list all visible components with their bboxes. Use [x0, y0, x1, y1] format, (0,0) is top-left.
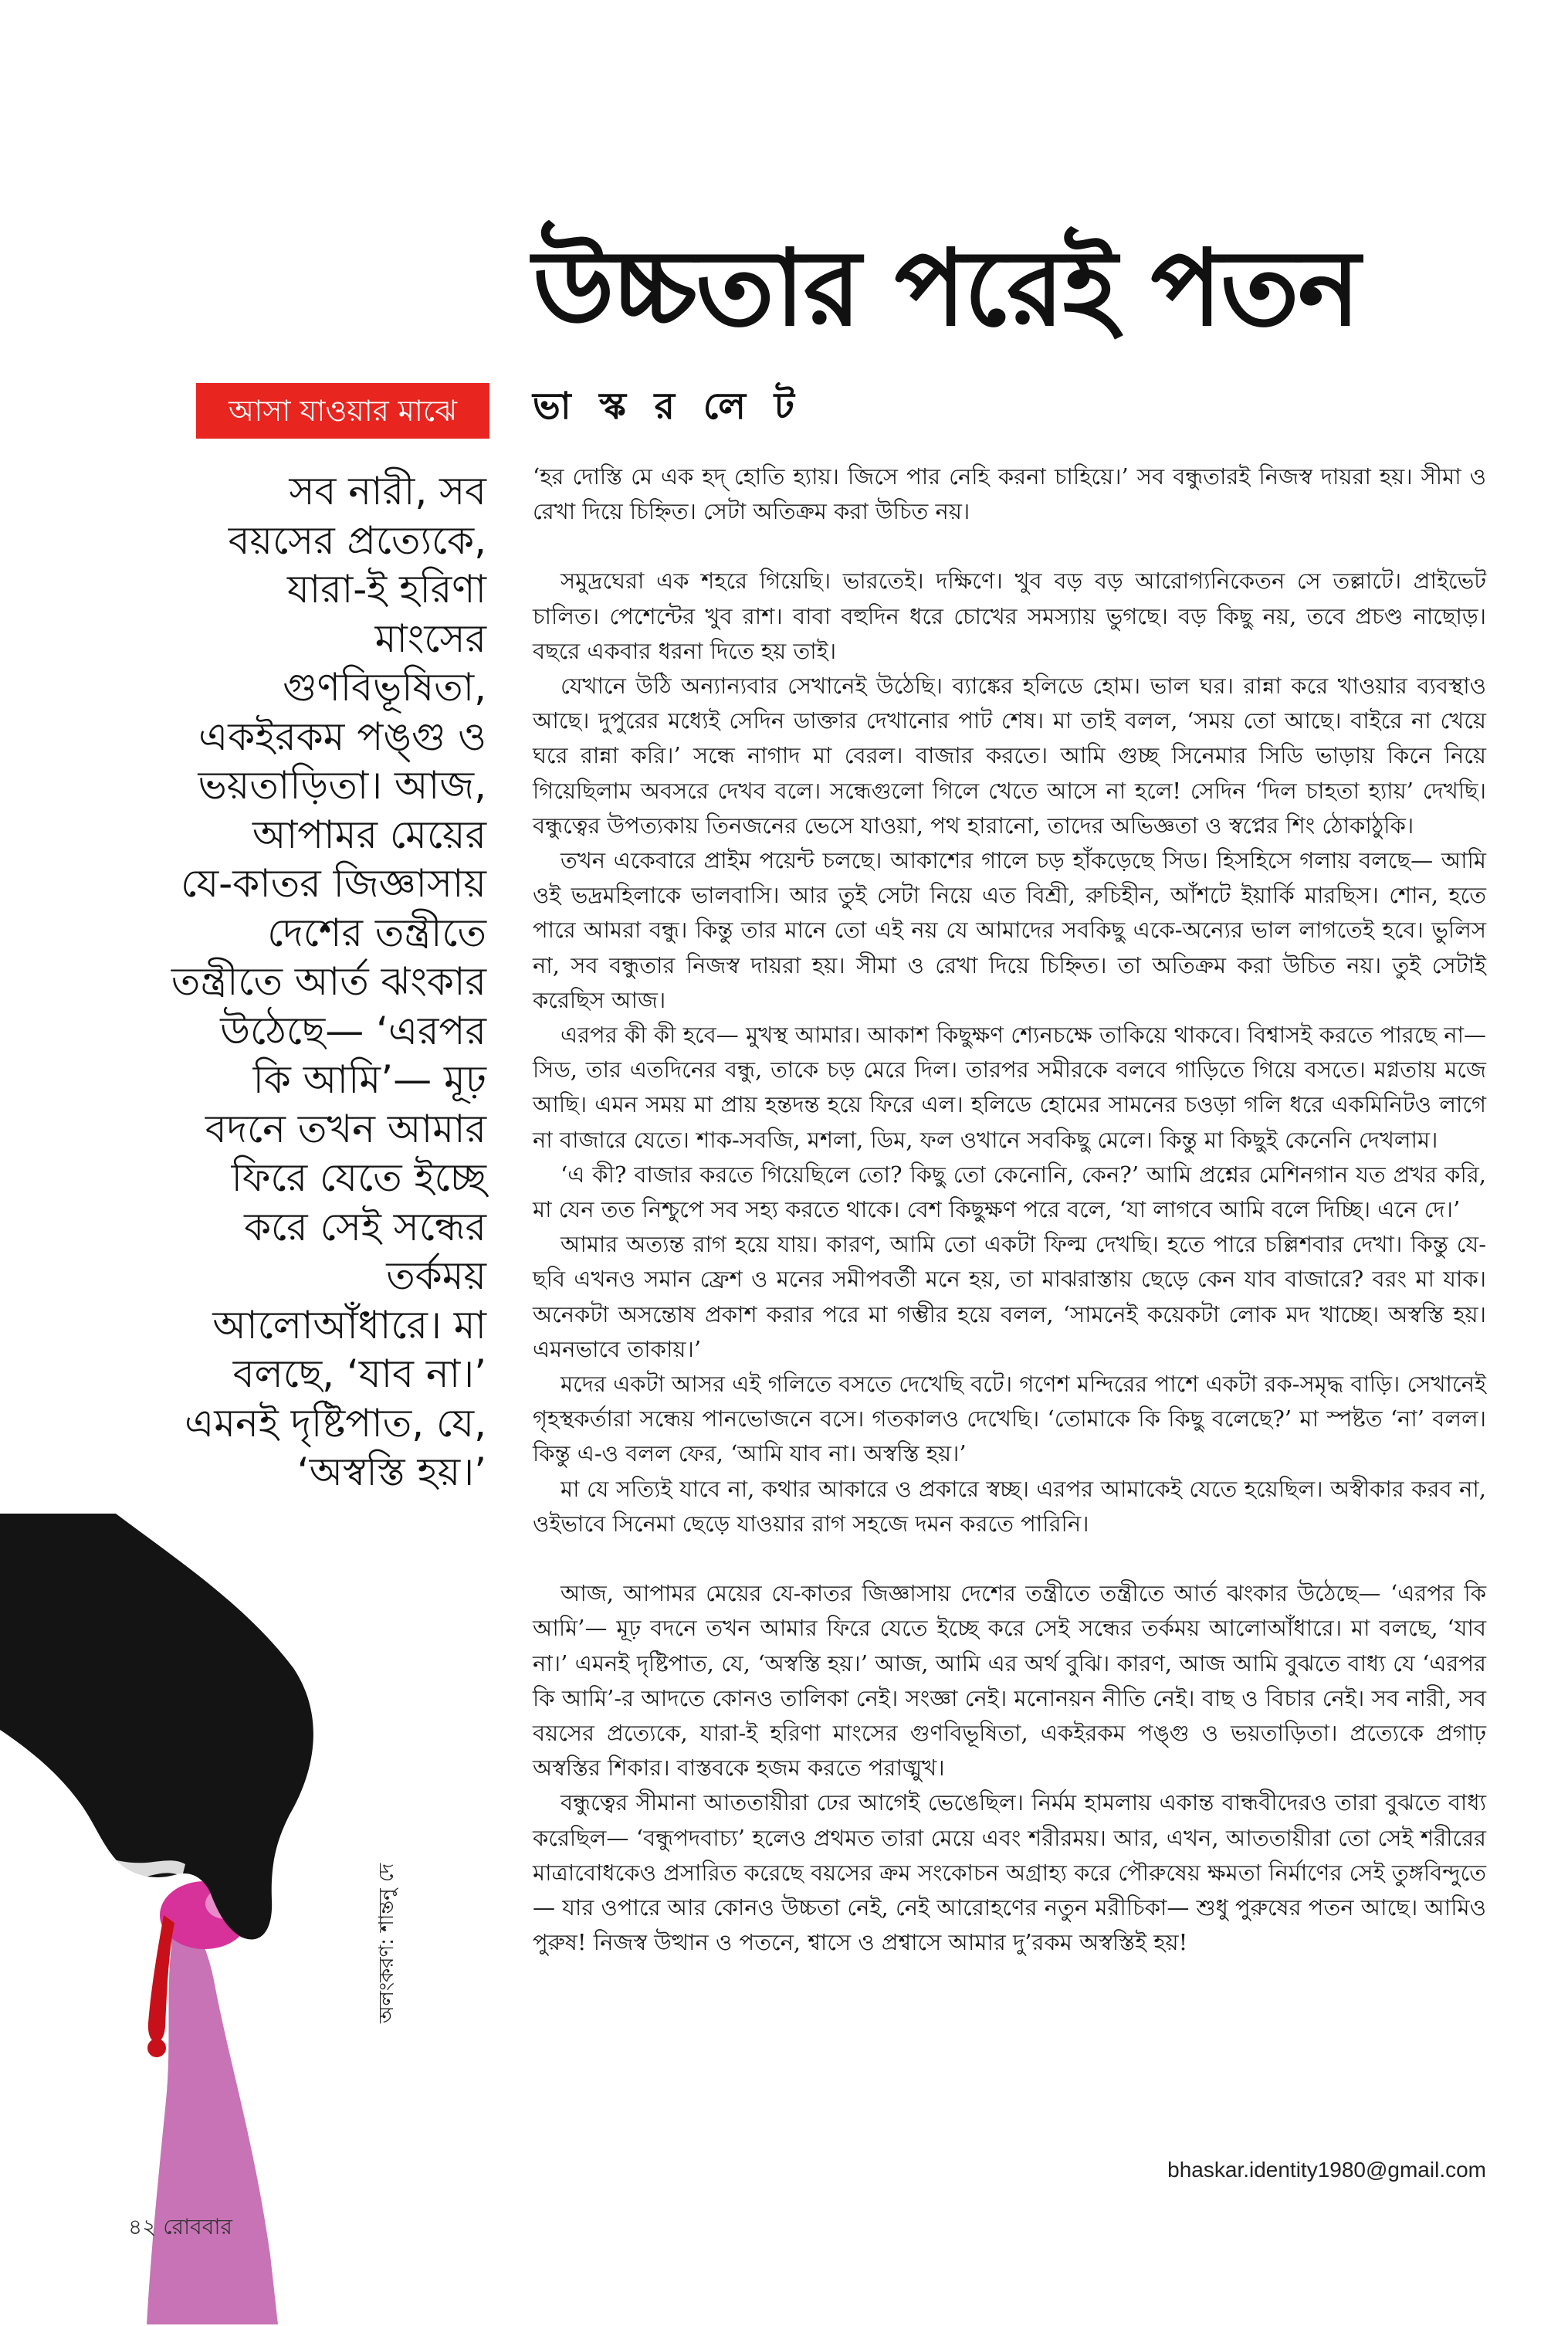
pull-quote-line: তন্ত্রীতে আর্ত ঝংকার	[171, 959, 486, 1004]
body-paragraph: আমার অত্যন্ত রাগ হয়ে যায়। কারণ, আমি তো একটা ফিল্ম দেখছি। হতে পারে চল্লিশবার দেখা। কিন্তু যে-ছবি এখনও সমান ফ্রেশ ও মনের সমীপবর্তী মনে হয়, তা মাঝরাস্তায় ছেড়ে কেন যাব বাজারে? বরং মা যাক। অনেকটা অসন্তোষ প্রকাশ করার পরে মা গম্ভীর হয়ে বলল, ‘সামনেই কয়েকটা লোক মদ খাচ্ছে। অস্বস্তি হয়। এমনভাবে তাকায়।’	[533, 1231, 1486, 1362]
pull-quote-line: করে সেই সন্ধের	[244, 1204, 486, 1249]
black-glove	[0, 1514, 313, 1939]
pull-quote-line: মাংসের	[374, 615, 486, 661]
page-footer: ৪২ রোববার	[128, 2214, 232, 2240]
pull-quote-line: কি আমি’— মূঢ়	[252, 1057, 486, 1102]
pull-quote-line: বদনে তখন আমার	[205, 1106, 486, 1151]
pull-quote-line: দেশের তন্ত্রীতে	[267, 910, 486, 955]
pull-quote-line: বয়সের প্রত্যেকে,	[228, 517, 486, 563]
pull-quote-line: আলোআঁধারে। মা	[212, 1302, 486, 1348]
pull-quote-line: গুণবিভূষিতা,	[283, 665, 486, 710]
article-body	[533, 459, 1486, 1960]
body-paragraph: যেখানে উঠি অন্যান্যবার সেখানেই উঠেছি। ব্যাঙ্কের হলিডে হোম। ভাল ঘর। রান্না করে খাওয়ার ব্যবস্থাও আছে। দুপুরের মধ্যেই সেদিন ডাক্তার দেখানোর পাট শেষ। মা তাই বলল, ‘সময় তো আছে। বাইরে না খেয়ে ঘরে রান্না করি।’ সন্ধে নাগাদ মা বেরল। বাজার করতে। আমি গুচ্ছ সিনেমার সিডি ভাড়ায় কিনে নিয়ে গিয়েছিলাম অবসরে দেখব বলে। সন্ধেগুলো গিলে খেতে আসে না হলে! সেদিন ‘দিল চাহতা হ্যায়’ দেখছি। বন্ধুত্বের উপত্যকায় তিনজনের ভেসে যাওয়া, পথ হারানো, তাদের অভিজ্ঞতা ও স্বপ্নের শিং ঠোকাঠুকি।	[533, 673, 1486, 839]
pull-quote-line: সব নারী, সব	[289, 469, 486, 514]
pull-quote	[147, 467, 486, 1497]
pull-quote-line: বলছে, ‘যাব না।’	[232, 1351, 486, 1396]
body-paragraph: বন্ধুত্বের সীমানা আততায়ীরা ঢের আগেই ভেঙেছিল। নির্মম হামলায় একান্ত বান্ধবীদেরও তারা বুঝতে বাধ্য করেছিল— ‘বন্ধুপদবাচ্য’ হলেও প্রথমত তারা মেয়ে এবং শরীরময়। আর, এখন, আততায়ীরা তো সেই শরীরের মাত্রাবোধকেও প্রসারিত করেছে বয়সের ক্রম সংকোচন অগ্রাহ্য করে পৌরুষেয় ক্ষমতা নির্মাণের সেই তুঙ্গবিন্দুতে— যার ওপারে আর কোনও উচ্চতা নেই, নেই আরোহণের নতুন মরীচিকা— শুধু পুরুষের পতন আছে। আমিও পুরুষ! নিজস্ব উত্থান ও পতনে, শ্বাসে ও প্রশ্বাসে আমার দু’রকম অস্বস্তিই হয়!	[533, 1789, 1486, 1956]
body-paragraph: তখন একেবারে প্রাইম পয়েন্ট চলছে। আকাশের গালে চড় হাঁকড়েছে সিড। হিসহিসে গলায় বলছে— আমি ওই ভদ্রমহিলাকে ভালবাসি। আর তুই সেটা নিয়ে এত বিশ্রী, রুচিহীন, আঁশটে ইয়ার্কি মারছিস। শোন, হতে পারে আমরা বন্ধু। কিন্তু তার মানে তো এই নয় যে আমাদের সবকিছু একে-অন্যের ভাল লাগতেই হবে। ভুলিস না, সব বন্ধুতার নিজস্ব দায়রা হয়। সীমা ও রেখা দিয়ে চিহ্নিত। তা অতিক্রম করা উচিত নয়। তুই সেটাই করেছিস আজ।	[533, 847, 1486, 1013]
pull-quote-line: একইরকম পঙ্গু ও	[198, 714, 486, 759]
pull-quote-line: উঠেছে— ‘এরপর	[220, 1008, 486, 1053]
author-name: ভা স্ক র লে ট	[533, 385, 802, 428]
body-paragraph: সমুদ্রঘেরা এক শহরে গিয়েছি। ভারতেই। দক্ষিণে। খুব বড় বড় আরোগ্যনিকেতন সে তল্লাটে। প্রাইভেট চালিত। পেশেন্টের খুব রাশ। বাবা বহুদিন ধরে চোখের সমস্যায় ভুগছে। বড় কিছু নয়, তবে প্রচণ্ড নাছোড়। বছরে একবার ধরনা দিতে হয় তাই।	[533, 568, 1486, 664]
section-tag: আসা যাওয়ার মাঝে	[196, 383, 489, 439]
pull-quote-line: ফিরে যেতে ইচ্ছে	[231, 1155, 486, 1200]
pull-quote-line: আপামর মেয়ের	[252, 812, 486, 857]
pull-quote-line: যারা-ই হরিণা	[286, 567, 486, 612]
body-paragraph: আজ, আপামর মেয়ের যে-কাতর জিজ্ঞাসায় দেশের তন্ত্রীতে তন্ত্রীতে আর্ত ঝংকার উঠেছে— ‘এরপর কি আমি’— মূঢ় বদনে তখন আমার ফিরে যেতে ইচ্ছে করে সেই সন্ধের তর্কময় আলোআঁধারে। মা বলছে, ‘যাব না।’ এমনই দৃষ্টিপাত, যে, ‘অস্বস্তি হয়।’ আজ, আমি এর অর্থ বুঝি। কারণ, আজ আমি বুঝতে বাধ্য যে ‘এরপর কি আমি’-র আদতে কোনও তালিকা নেই। সংজ্ঞা নেই। মনোনয়ন নীতি নেই। বাছ ও বিচার নেই। সব নারী, সব বয়সের প্রত্যেকে, যারা-ই হরিণা মাংসের গুণবিভূষিতা, একইরকম পঙ্গু ও ভয়তাড়িতা। প্রত্যেকে প্রগাঢ় অস্বস্তির শিকার। বাস্তবকে হজম করতে পরাঙ্মুখ।	[533, 1580, 1486, 1782]
body-paragraph: মা যে সত্যিই যাবে না, কথার আকারে ও প্রকারে স্বচ্ছ। এরপর আমাকেই যেতে হয়েছিল। অস্বীকার করব না, ওইভাবে সিনেমা ছেড়ে যাওয়ার রাগ সহজে দমন করতে পারিনি।	[533, 1475, 1486, 1537]
article-title: উচ্চতার পরেই পতন	[533, 228, 1360, 350]
pull-quote-line: তর্কময়	[386, 1253, 486, 1298]
pull-quote-line: ভয়তাড়িতা। আজ,	[198, 763, 486, 808]
pull-quote-line: যে-কাতর জিজ্ঞাসায়	[181, 861, 486, 906]
illustration	[0, 1514, 324, 2324]
blood-drop	[147, 2039, 166, 2057]
body-paragraph: ‘এ কী? বাজার করতে গিয়েছিলে তো? কিছু তো কেনোনি, কেন?’ আমি প্রশ্নের মেশিনগান যত প্রখর করি, মা যেন তত নিশ্চুপে সব সহ্য করতে থাকে। বেশ কিছুক্ষণ পরে বলে, ‘যা লাগবে আমি বলে দিচ্ছি। এনে দে।’	[533, 1161, 1486, 1223]
body-paragraph: মদের একটা আসর এই গলিতে বসতে দেখেছি বটে। গণেশ মন্দিরের পাশে একটা রক-সমৃদ্ধ বাড়ি। সেখানেই গৃহস্থকর্তারা সন্ধেয় পানভোজনে বসে। গতকালও দেখেছি। ‘তোমাকে কি কিছু বলেছে?’ মা স্পষ্টত ‘না’ বলল। কিন্তু এ-ও বলল ফের, ‘আমি যাব না। অস্বস্তি হয়।’	[533, 1371, 1486, 1467]
author-email[interactable]: bhaskar.identity1980@gmail.com	[1167, 2158, 1486, 2182]
pull-quote-line: ‘অস্বস্তি হয়।’	[296, 1450, 486, 1494]
pull-quote-line: এমনই দৃষ্টিপাত, যে,	[185, 1400, 486, 1446]
illustration-credit: অলংকরণ: শান্তনু দে	[375, 1863, 398, 2023]
body-paragraph: এরপর কী কী হবে— মুখস্থ আমার। আকাশ কিছুক্ষণ শ্যেনচক্ষে তাকিয়ে থাকবে। বিশ্বাসই করতে পারছে না— সিড, তার এতদিনের বন্ধু, তাকে চড় মেরে দিল। তারপর সমীরকে বলবে গাড়িতে গিয়ে বসতে। মগ্নতায় মজে আছি। এমন সময় মা প্রায় হন্তদন্ত হয়ে ফিরে এল। হলিডে হোমের সামনের চওড়া গলি ধরে একমিনিটও লাগে না বাজারে যেতে। শাক-সবজি, মশলা, ডিম, ফল ওখানে সবকিছু মেলে। কিন্তু মা কিছুই কেনেনি দেখলাম।	[533, 1022, 1486, 1153]
body-paragraph: ‘হর দোস্তি মে এক হদ্‌ হোতি হ্যায়। জিসে পার নেহি করনা চাহিয়ে।’ সব বন্ধুতারই নিজস্ব দায়রা হয়। সীমা ও রেখা দিয়ে চিহ্নিত। সেটা অতিক্রম করা উচিত নয়।	[533, 463, 1486, 525]
